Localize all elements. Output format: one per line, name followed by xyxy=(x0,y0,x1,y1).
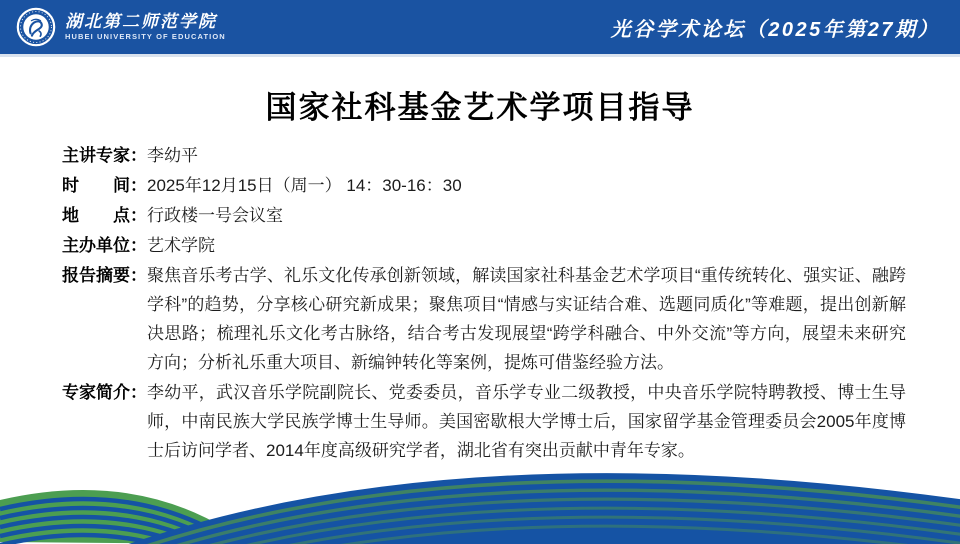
field-label: 报告摘要： xyxy=(62,266,147,285)
field-value: 李幼平 xyxy=(147,146,198,165)
field-row-speaker xyxy=(62,141,906,170)
field-value: 艺术学院 xyxy=(147,236,215,255)
university-name-en: HUBEI UNIVERSITY OF EDUCATION xyxy=(65,31,226,41)
field-label: 时 间： xyxy=(62,176,147,195)
field-value: 行政楼一号会议室 xyxy=(147,206,283,225)
field-label: 地 点： xyxy=(62,206,147,225)
page-title: 国家社科基金艺术学项目指导 xyxy=(265,90,695,125)
field-row-abstract xyxy=(62,261,906,377)
field-label: 主讲专家： xyxy=(62,146,147,165)
field-label: 主办单位： xyxy=(62,236,147,255)
field-row-organizer xyxy=(62,231,906,260)
header-bar xyxy=(0,0,960,57)
field-row-time xyxy=(62,171,906,200)
open-book-decoration xyxy=(0,452,960,544)
university-name-block xyxy=(65,13,226,41)
lecture-info xyxy=(62,141,906,466)
field-label: 专家简介： xyxy=(62,383,147,402)
university-name-cn: 湖北第二师范学院 xyxy=(65,12,217,32)
forum-series-label: 光谷学术论坛（2025年第27期） xyxy=(610,18,940,41)
field-row-location xyxy=(62,201,906,230)
field-value: 聚焦音乐考古学、礼乐文化传承创新领域，解读国家社科基金艺术学项目“重传统转化、强实证、融跨学科”的趋势，分享核心研究新成果；聚焦项目“情感与实证结合难、选题同质化”等难题，提出创新解决思路；梳理礼乐文化考古脉络，结合考古发现展望“跨学科融合、中外交流”等方向，展望未来研究方向；分析礼乐重大项目、新编钟转化等案例，提炼可借鉴经验方法。 xyxy=(147,266,906,372)
field-value: 2025年12月15日（周一） 14：30-16：30 xyxy=(147,176,462,195)
university-logo xyxy=(16,7,226,47)
university-seal-icon xyxy=(16,7,56,47)
field-value: 李幼平，武汉音乐学院副院长、党委委员，音乐学专业二级教授，中央音乐学院特聘教授、博士生导师，中南民族大学民族学博士生导师。美国密歇根大学博士后，国家留学基金管理委员会2005年度博士后访问学者、2014年度高级研究学者，湖北省有突出贡献中青年专家。 xyxy=(147,383,906,460)
